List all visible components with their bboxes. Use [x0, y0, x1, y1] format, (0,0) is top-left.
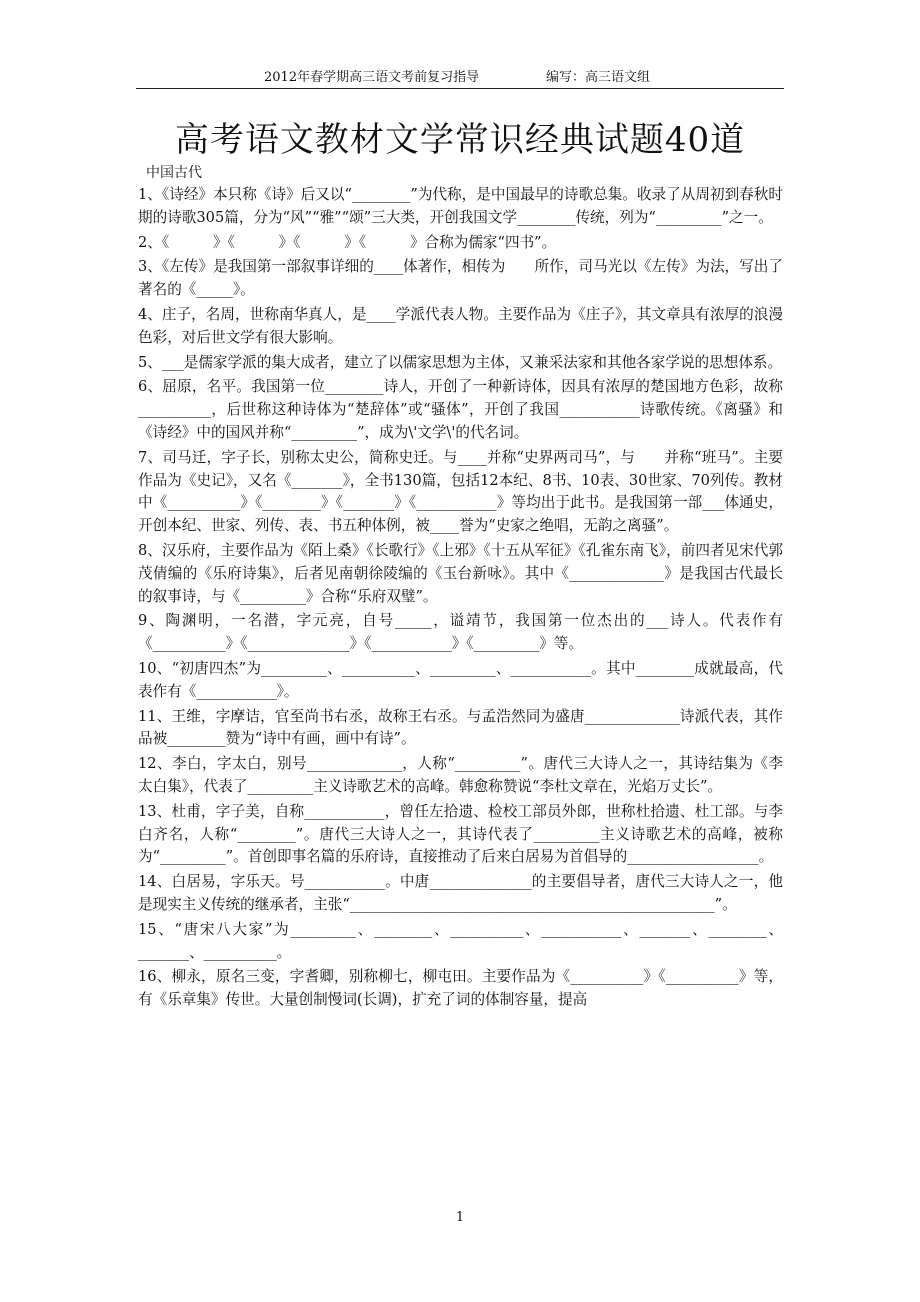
question-4: 4、庄子，名周，世称南华真人，是____学派代表人物。主要作品为《庄子》，其文章具有浓厚的浪漫色彩，对后世文学有很大影响。 — [138, 305, 783, 346]
page-number: 1 — [455, 1210, 465, 1225]
question-11: 11、王维，字摩诘，官至尚书右丞，故称王右丞。与孟浩然同为盛唐_____________诗派代表，其作品被________赞为“诗中有画，画中有诗”。 — [138, 707, 783, 748]
section-heading: 中国古代 — [146, 165, 202, 181]
question-2: 2、《 》《 》《 》《 》合称为儒家“四书”。 — [138, 233, 557, 251]
question-15: 15、“唐宋八大家”为_________、________、__________、___________、_______、________、_______、__________。 — [138, 920, 783, 961]
question-list — [138, 184, 783, 1014]
header-course: 2012年春学期高三语文考前复习指导 — [264, 70, 480, 85]
question-12: 12、李白，字太白，别号_____________，人称“_________”。唐代三大诗人之一，其诗结集为《李太白集》，代表了_________主义诗歌艺术的高峰。韩愈称赞说“李杜文章在，光焰万丈长”。 — [138, 755, 783, 795]
question-14: 14、白居易，字乐天。号___________。中唐______________的主要倡导者，唐代三大诗人之一，他是现实主义传统的继承者，主张“__________________________________________________”。 — [138, 873, 783, 913]
page-title: 高考语文教材文学常识经典试题40道 — [174, 120, 746, 160]
question-6: 6、屈原，名平。我国第一位________诗人，开创了一种新诗体，因具有浓厚的楚国地方色彩，故称__________，后世称这种诗体为“楚辞体”或“骚体”，开创了我国___________诗歌传统。《离骚》和《诗经》中的国风并称“_________”，成为\'文学\'的代名词。 — [138, 378, 783, 441]
page-header — [136, 64, 784, 89]
question-1: 1、《诗经》本只称《诗》后又以“________”为代称，是中国最早的诗歌总集。收录了从周初到春秋时期的诗歌305篇，分为“风”“雅”“颂”三大类，开创我国文学________传统，列为“_________”之一。 — [138, 186, 783, 226]
question-9: 9、陶渊明，一名潜，字元亮，自号_____，谥靖节，我国第一位杰出的___诗人。代表作有《__________》《______________》《___________》《_________》等。 — [138, 612, 783, 653]
question-13: 13、杜甫，字子美，自称___________，曾任左拾遗、检校工部员外郎，世称杜拾遗、杜工部。与李白齐名，人称“________”。唐代三大诗人之一，其诗代表了_________主义诗歌艺术的高峰，被称为“_________”。首创即事名篇的乐府诗，直接推动了后来白居易为首倡导的__________________。 — [138, 802, 783, 866]
question-16: 16、柳永，原名三变，字耆卿，别称柳七，柳屯田。主要作品为《__________》《__________》等，有《乐章集》传世。大量创制慢词(长调)，扩充了词的体制容量，提高 — [138, 968, 783, 1009]
question-7: 7、司马迁，字子长，别称太史公，简称史迁。与____并称“史界两司马”，与 并称“班马”。主要作品为《史记》，又名《_______》，全书130篇，包括12本纪、8书、10表、30世家、70列传。教材中《__________》《________》《_______》《___________》等均出于此书。是我国第一部___体通史，开创本纪、世家、列传、表、书五种体例，被____誉为“史家之绝唱，无韵之离骚”。 — [138, 448, 783, 535]
question-5: 5、___是儒家学派的集大成者，建立了以儒家思想为主体，又兼采法家和其他各家学说的思想体系。 — [138, 353, 783, 371]
question-3: 3、《左传》是我国第一部叙事详细的____体著作，相传为 所作，司马光以《左传》为法，写出了著名的《_____》。 — [138, 258, 783, 299]
question-10: 10、“初唐四杰”为_________、__________、_________、___________。其中________成就最高，代表作有《___________》。 — [138, 659, 783, 700]
question-8: 8、汉乐府，主要作品为《陌上桑》《长歌行》《上邪》《十五从军征》《孔雀东南飞》，前四者见宋代郭茂倩编的《乐府诗集》，后者见南朝徐陵编的《玉台新咏》。其中《_____________》是我国古代最长的叙事诗，与《_________》合称“乐府双璧”。 — [138, 541, 783, 605]
header-author: 编写：高三语文组 — [546, 70, 651, 85]
